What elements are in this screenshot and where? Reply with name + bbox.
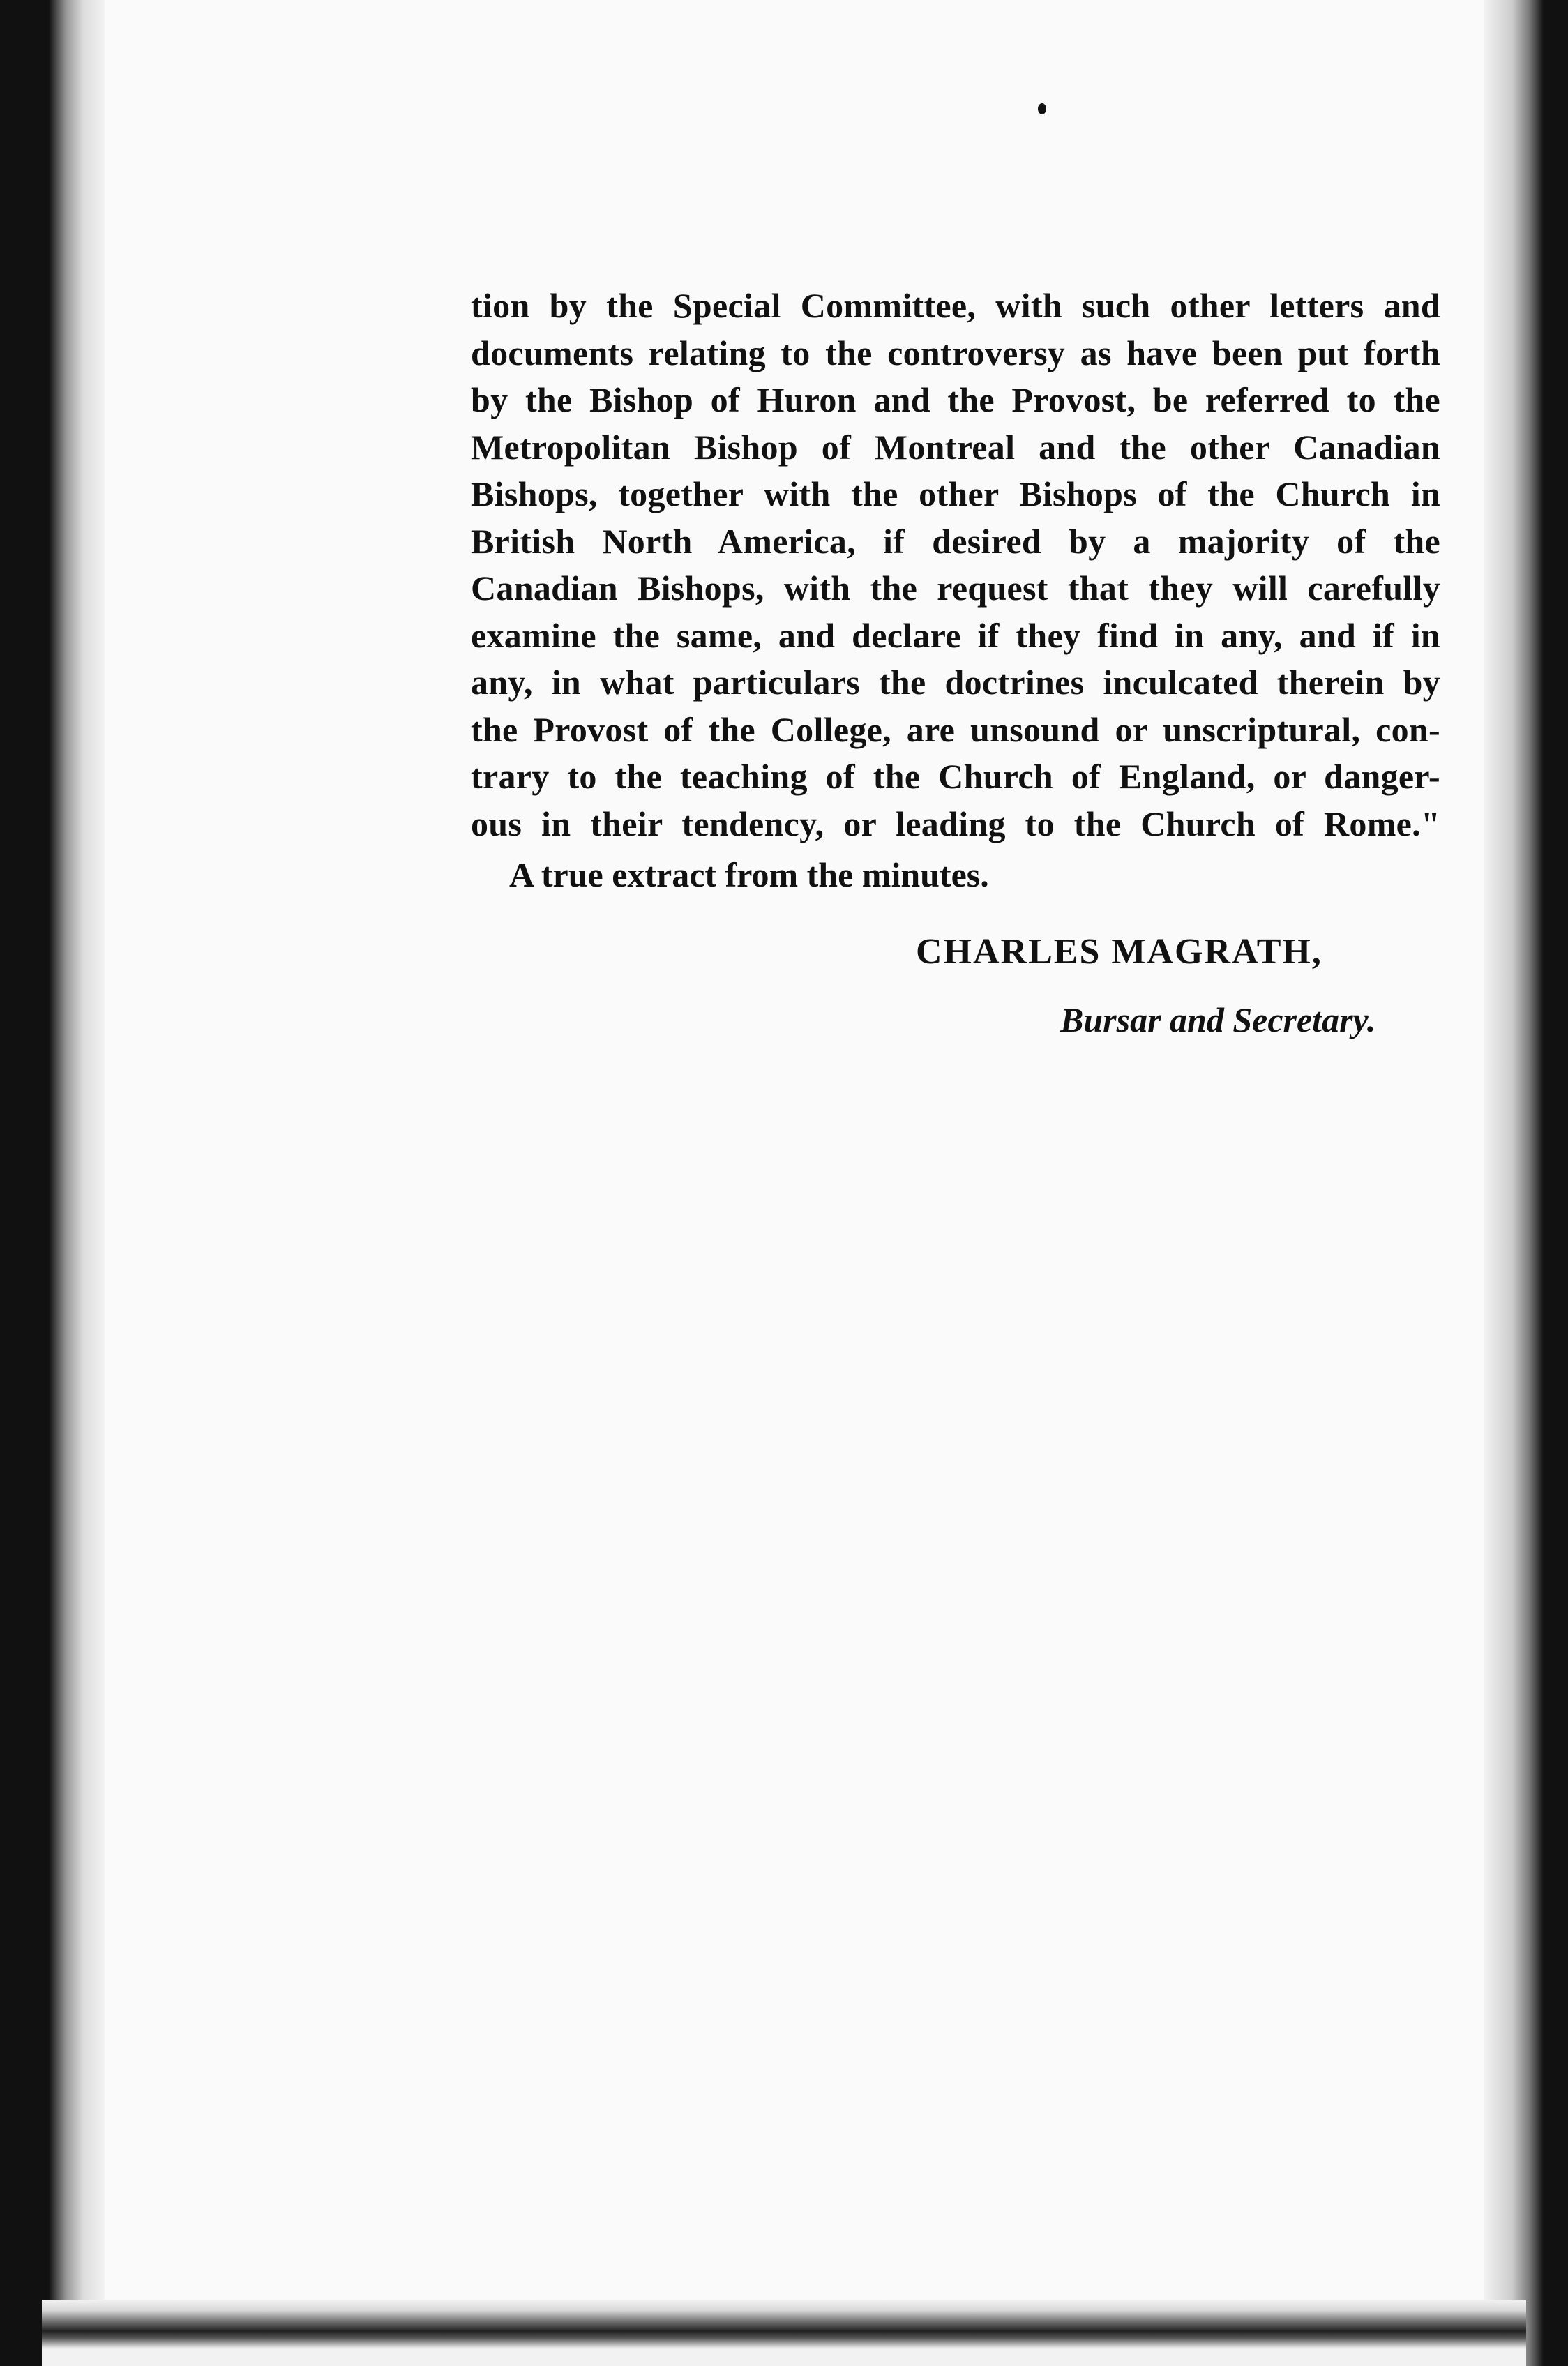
text-line: trary to the teaching of the Church of England, or danger- <box>471 757 1440 796</box>
body-paragraph <box>471 282 1440 847</box>
scan-border-right <box>1484 0 1568 2366</box>
text-line: ous in their tendency, or leading to the Church of Rome." <box>471 804 1440 843</box>
scan-border-left <box>0 0 105 2366</box>
signature-name: CHARLES MAGRATH, <box>916 932 1322 972</box>
text-line: any, in what particulars the doctrines inculcated therein by <box>471 663 1440 702</box>
text-line: examine the same, and declare if they find in any, and if in <box>471 615 1440 655</box>
scan-border-bottom <box>42 2300 1526 2366</box>
text-line: British North America, if desired by a majority of the <box>471 521 1440 561</box>
extract-note: A true extract from the minutes. <box>509 855 989 894</box>
text-line: by the Bishop of Huron and the Provost, be referred to the <box>471 380 1440 419</box>
page-mark <box>1038 103 1046 114</box>
text-line: the Provost of the College, are unsound or unscriptural, con- <box>471 709 1440 749</box>
text-line: tion by the Special Committee, with such other letters and <box>471 286 1440 325</box>
signature-title: Bursar and Secretary. <box>1060 1000 1376 1039</box>
document-page <box>105 0 1484 2300</box>
text-line: Bishops, together with the other Bishops of the Church in <box>471 474 1440 513</box>
text-line: Metropolitan Bishop of Montreal and the other Canadian <box>471 427 1440 467</box>
text-line: Canadian Bishops, with the request that they will carefully <box>471 568 1440 608</box>
text-line: documents relating to the controversy as have been put forth <box>471 333 1440 372</box>
